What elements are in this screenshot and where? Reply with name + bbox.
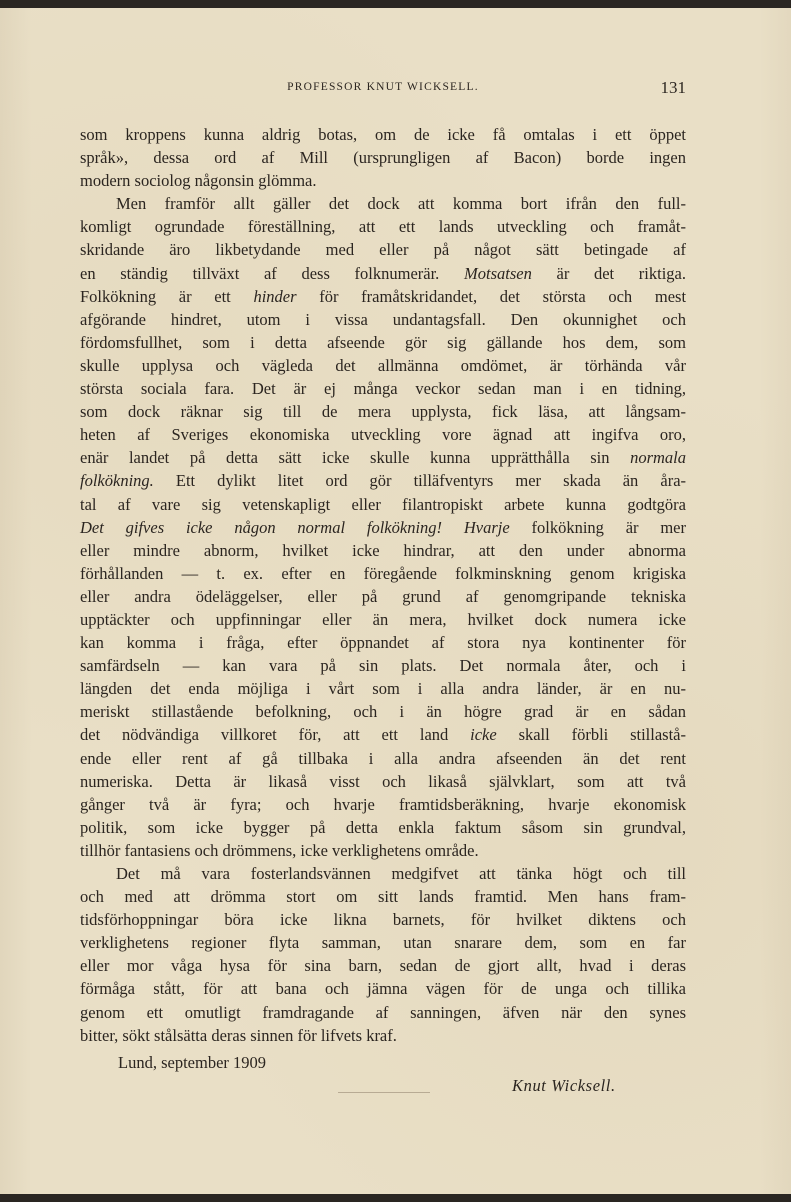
- emphasis: Motsatsen: [463, 263, 532, 283]
- text-segment: enär landet på detta sätt icke skulle kunna upprätthålla sin: [80, 448, 610, 468]
- text-segment: en ständig tillväxt af dess folknumerär.: [80, 263, 440, 283]
- text-line: förhållanden — t. ex. efter en föregående folkminskning genom krigiska: [80, 563, 686, 583]
- text-line: eller mor våga hysa för sina barn, sedan de gjort allt, hvad i deras: [80, 956, 686, 976]
- emphasis: normala: [630, 448, 686, 468]
- text-line: [80, 516, 686, 539]
- text-line: [80, 446, 686, 469]
- text-segment: är det riktiga.: [556, 263, 687, 283]
- text-line: meriskt stillastående befolkning, och i än högre grad är en sådan: [80, 702, 686, 722]
- text-line: eller mindre abnorm, hvilket icke hindrar, att den under abnorma: [80, 540, 686, 560]
- text-line: tal af vare sig vetenskapligt eller filantropiskt arbete kunna godtgöra: [80, 494, 686, 514]
- text-line: samfärdseln — kan vara på sin plats. Det normala åter, och i: [80, 656, 686, 676]
- text-line: som dock räknar sig till de mera upplysta, fick läsa, att långsam-: [80, 402, 686, 422]
- text-segment: Folkökning är ett: [80, 286, 231, 306]
- text-line: förmåga stått, för att bana och jämna vägen för de unga och tillika: [80, 979, 686, 999]
- text-segment: folkökning är mer: [531, 517, 687, 537]
- text-segment: skall förbli stillastå-: [518, 725, 687, 745]
- place-date: Lund, september 1909: [118, 1052, 267, 1072]
- text-line: afgörande hindret, utom i vissa undantagsfall. Den okunnighet och: [80, 309, 686, 329]
- emphasis: icke: [470, 725, 497, 745]
- divider: [338, 1092, 430, 1093]
- text-segment: Ett dylikt litet ord gör tilläfventyrs mer skada än åra-: [175, 471, 687, 491]
- text-line: heten af Sveriges ekonomiska utveckling vore ägnad att ingifva oro,: [80, 425, 686, 445]
- text-line: upptäckter och uppfinningar eller än mera, hvilket dock numera icke: [80, 609, 686, 629]
- text-line: modern sociolog någonsin glömma.: [80, 171, 317, 191]
- text-line: [80, 262, 686, 285]
- text-line: Men framför allt gäller det dock att komma bort ifrån den full-: [116, 194, 686, 214]
- text-line: politik, som icke bygger på detta enkla faktum såsom sin grundval,: [80, 817, 686, 837]
- text-line: kan komma i fråga, efter öppnandet af stora nya kontinenter för: [80, 633, 686, 653]
- book-page: [0, 8, 791, 1194]
- text-line: tidsförhoppningar böra icke likna barnets, för hvilket diktens och: [80, 910, 686, 930]
- text-line: komligt ogrundade föreställning, att ett lands utveckling och framåt-: [80, 217, 686, 237]
- signature: Knut Wicksell.: [512, 1075, 616, 1095]
- emphasis: Det gifves icke någon normal folkökning! Hvarje: [80, 517, 510, 537]
- page-number: 131: [660, 78, 686, 97]
- text-line: tillhör fantasiens och drömmens, icke verklighetens område.: [80, 840, 479, 860]
- text-line: skridande äro likbetydande med eller på något sätt betingade af: [80, 240, 686, 260]
- body-text: [80, 123, 686, 1097]
- text-line: största sociala fara. Det är ej många veckor sedan man i en tidning,: [80, 379, 686, 399]
- emphasis: folkökning.: [80, 471, 154, 491]
- text-segment: för framåtskridandet, det största och mest: [319, 286, 687, 306]
- text-line: skulle upplysa och vägleda det allmänna omdömet, är törhända vår: [80, 355, 686, 375]
- text-segment: det nödvändiga villkoret för, att ett land: [80, 725, 449, 745]
- text-line: eller andra ödeläggelser, eller på grund af genomgripande tekniska: [80, 586, 686, 606]
- text-line: och med att drömma stort om sitt lands framtid. Men hans fram-: [80, 887, 686, 907]
- text-line: fördomsfullhet, som i detta afseende gör sig gällande hos dem, som: [80, 332, 686, 352]
- text-line: Det må vara fosterlandsvännen medgifvet att tänka högt och till: [116, 864, 686, 883]
- text-line: [80, 469, 686, 492]
- text-line: bitter, sökt stålsätta deras sinnen för lifvets kraf.: [80, 1025, 397, 1045]
- text-line: numeriska. Detta är likaså visst och likaså självklart, som att två: [80, 771, 686, 791]
- running-head: [80, 78, 686, 98]
- text-line: gånger två är fyra; och hvarje framtidsberäkning, hvarje ekonomisk: [80, 794, 686, 814]
- text-line: [80, 723, 686, 746]
- text-line: verklighetens regioner flyta samman, utan snarare dem, som en far: [80, 933, 686, 953]
- emphasis: hinder: [253, 286, 297, 306]
- text-line: ende eller rent af gå tillbaka i alla andra afseenden än det rent: [80, 748, 686, 768]
- text-line: [80, 285, 686, 308]
- text-line: språk», dessa ord af Mill (ursprungligen af Bacon) borde ingen: [80, 148, 686, 168]
- text-line: längden det enda möjliga i vårt som i alla andra länder, är en nu-: [80, 679, 686, 699]
- text-line: genom ett omutligt framdragande af sanningen, äfven när den synes: [80, 1002, 686, 1022]
- running-title: PROFESSOR KNUT WICKSELL.: [287, 81, 479, 93]
- text-line: som kroppens kunna aldrig botas, om de icke få omtalas i ett öppet: [80, 125, 686, 144]
